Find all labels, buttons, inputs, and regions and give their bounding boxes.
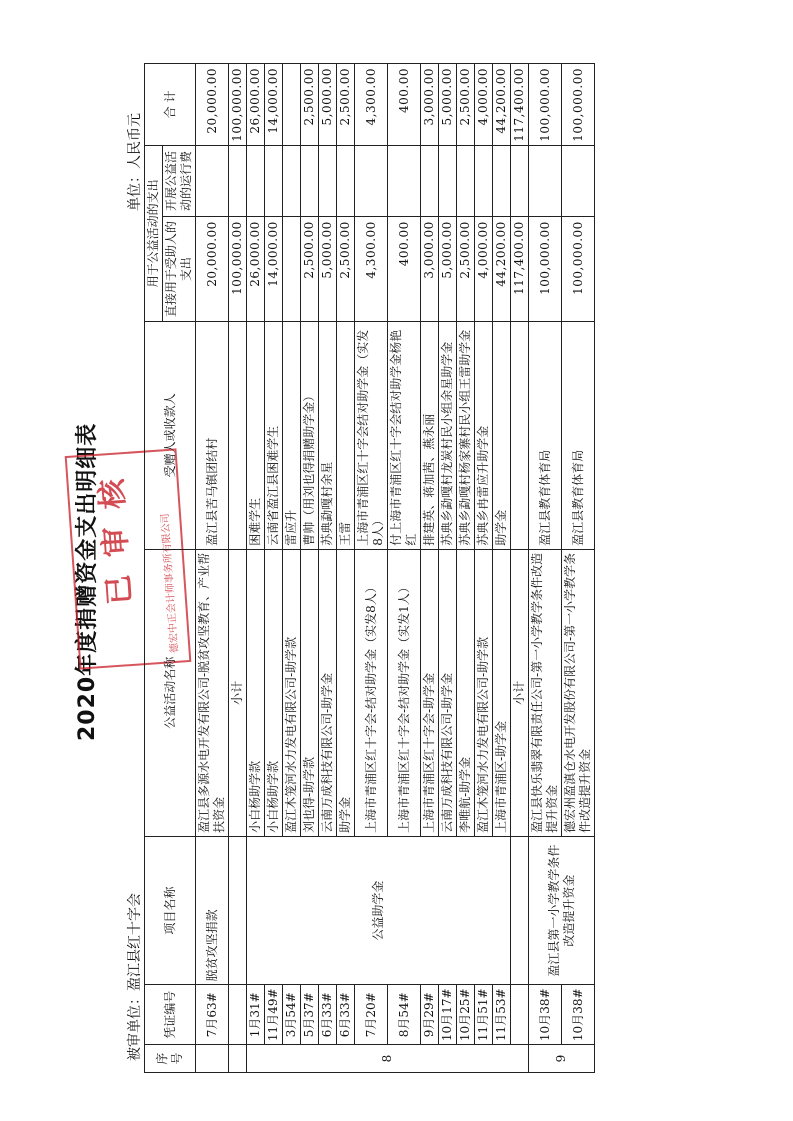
cell-direct: 2,500.00	[457, 217, 475, 322]
cell-direct: 400.00	[388, 217, 421, 322]
cell-activity: 小白杨助学款	[247, 549, 265, 836]
cell-recipient: 排建英、蒋加茜、燕永丽	[421, 321, 439, 549]
header-project: 项目名称	[145, 836, 196, 985]
cell-seq: 8	[247, 1045, 529, 1073]
cell-direct: 100,000.00	[529, 217, 562, 322]
cell-voucher: 3月54#	[283, 985, 301, 1045]
cell-activity: 上海市青浦区红十字会-助学金	[421, 549, 439, 836]
cell-operating	[196, 145, 229, 216]
cell-voucher: 6月33#	[337, 985, 355, 1045]
cell-activity: 盈江县多源水电开发有限公司-脱贫攻坚教育、产业帮扶资金	[196, 549, 229, 836]
cell-direct: 44,200.00	[493, 217, 511, 322]
cell-total: 400.00	[388, 64, 421, 146]
cell-direct: 2,500.00	[337, 217, 355, 322]
cell-total: 20,000.00	[196, 64, 229, 146]
cell-direct: 5,000.00	[439, 217, 457, 322]
cell-activity: 上海市青浦区红十字会-结对助学金（实发1人）	[388, 549, 421, 836]
subtotal-direct: 117,400.00	[511, 217, 529, 322]
cell-total: 3,000.00	[421, 64, 439, 146]
table-header-row	[145, 64, 163, 1073]
cell-activity: 李唯航-助学金	[457, 549, 475, 836]
cell-direct: 2,500.00	[301, 217, 319, 322]
stamp-text: 已审核	[93, 459, 139, 606]
cell-direct: 4,300.00	[355, 217, 388, 322]
cell-total: 2,500.00	[301, 64, 319, 146]
subtotal-total: 117,400.00	[511, 64, 529, 146]
cell-project: 公益助学金	[247, 836, 511, 985]
cell-direct: 100,000.00	[562, 217, 595, 322]
stamp-subtext: 德宏中正会计师事务所有限公司	[159, 512, 181, 654]
cell-voucher: 8月54#	[388, 985, 421, 1045]
cell-voucher: 6月33#	[319, 985, 337, 1045]
cell-total: 4,300.00	[355, 64, 388, 146]
cell-activity: 德宏州盈滇仓水电开发股份有限公司-第一小学教学条件改造提升资金	[562, 549, 595, 836]
cell-total: 100,000.00	[562, 64, 595, 146]
cell-activity: 刘也得-助学款	[301, 549, 319, 836]
subtotal-row	[229, 64, 247, 1073]
cell-recipient: 云南省盈江县困难学生	[265, 321, 283, 549]
cell-recipient: 雷应升	[283, 321, 301, 549]
cell-activity: 盈江木笼河水力发电有限公司-助学款	[283, 549, 301, 836]
header-direct-aid: 直接用于受助人的支出	[163, 217, 196, 322]
cell-voucher: 10月25#	[457, 985, 475, 1045]
cell-total: 2,500.00	[457, 64, 475, 146]
cell-recipient: 苏典乡勐嘎村杨家寨村民小组王雷助学金	[457, 321, 475, 549]
header-total: 合 计	[145, 64, 196, 146]
header-activity: 公益活动名称	[145, 549, 196, 836]
cell-recipient: 盈江县教育体育局	[562, 321, 595, 549]
cell-activity: 云南万成科技有限公司-助学金	[439, 549, 457, 836]
cell-voucher: 7月63#	[196, 985, 229, 1045]
subtotal-total: 100,000.00	[229, 64, 247, 146]
subtotal-direct: 100,000.00	[229, 217, 247, 322]
cell-recipient: 盈江县苦马镇团结村	[196, 321, 229, 549]
cell-seq	[196, 1045, 229, 1073]
header-voucher: 凭证编号	[145, 985, 196, 1045]
cell-voucher: 11月53#	[493, 985, 511, 1045]
header-recipient: 受赠人或收款人	[145, 321, 196, 549]
cell-seq: 9	[529, 1045, 595, 1073]
cell-direct: 5,000.00	[319, 217, 337, 322]
cell-total	[283, 64, 301, 146]
currency-unit-label: 单位：人民币元	[127, 113, 143, 211]
cell-total: 14,000.00	[265, 64, 283, 146]
cell-recipient: 助学金	[493, 321, 511, 549]
cell-direct: 14,000.00	[265, 217, 283, 322]
cell-activity: 小白杨助学款	[265, 549, 283, 836]
cell-direct	[283, 217, 301, 322]
table-row	[247, 64, 265, 1073]
cell-direct: 26,000.00	[247, 217, 265, 322]
cell-voucher: 7月20#	[355, 985, 388, 1045]
cell-total: 5,000.00	[319, 64, 337, 146]
cell-activity: 上海市青浦区红十字会-结对助学金（实发8人）	[355, 549, 388, 836]
cell-total: 26,000.00	[247, 64, 265, 146]
header-operating-cost: 开展公益活动的运行费	[163, 145, 196, 216]
cell-activity: 上海市青浦区-助学金	[493, 549, 511, 836]
header-seq: 序号	[145, 1045, 196, 1073]
subtotal-label: 小计	[511, 549, 529, 836]
cell-total: 5,000.00	[439, 64, 457, 146]
cell-recipient: 盈江县教育体育局	[529, 321, 562, 549]
cell-voucher: 10月38#	[562, 985, 595, 1045]
cell-recipient: 曹帅（用刘也得捐赠助学金）	[301, 321, 319, 549]
cell-voucher: 5月37#	[301, 985, 319, 1045]
cell-total: 44,200.00	[493, 64, 511, 146]
cell-direct: 3,000.00	[421, 217, 439, 322]
cell-project: 盈江县第一小学教学条件改造提升资金	[529, 836, 595, 985]
cell-recipient: 苏典乡勐嘎村龙炭村民小组余星助学金	[439, 321, 457, 549]
cell-voucher: 9月29#	[421, 985, 439, 1045]
cell-activity: 盈江木笼河水力发电有限公司-助学款	[475, 549, 493, 836]
audited-unit-label: 被审单位：盈江县红十字会	[127, 893, 143, 1061]
cell-voucher: 10月17#	[439, 985, 457, 1045]
cell-activity: 助学金	[337, 549, 355, 836]
cell-direct: 4,000.00	[475, 217, 493, 322]
cell-voucher: 11月49#	[265, 985, 283, 1045]
cell-project: 脱贫攻坚捐款	[196, 836, 229, 985]
table-row	[196, 64, 229, 1073]
cell-direct: 20,000.00	[196, 217, 229, 322]
cell-recipient: 付上海市青浦区红十字会结对助学金杨艳红	[388, 321, 421, 549]
subtotal-row	[511, 64, 529, 1073]
cell-recipient: 上海市青浦区红十字会结对助学金（实发8人）	[355, 321, 388, 549]
cell-recipient: 苏典勐嘎村余星	[319, 321, 337, 549]
table-row	[529, 64, 562, 1073]
header-public-expense: 用于公益活动的支出	[145, 145, 163, 321]
cell-total: 100,000.00	[529, 64, 562, 146]
document-title: 2020年度捐赠资金支出明细表	[75, 422, 100, 741]
cell-activity: 云南万成科技有限公司-助学金	[319, 549, 337, 836]
cell-total: 2,500.00	[337, 64, 355, 146]
cell-recipient: 苏典乡冉雷应升助学金	[475, 321, 493, 549]
donation-expense-table	[144, 63, 595, 1073]
cell-voucher: 10月38#	[529, 985, 562, 1045]
cell-activity: 盈江县快乐翡翠有限责任公司-第一小学教学条件改造提升资金	[529, 549, 562, 836]
subtotal-label: 小计	[229, 549, 247, 836]
cell-recipient: 困难学生	[247, 321, 265, 549]
cell-voucher: 1月31#	[247, 985, 265, 1045]
cell-voucher: 11月51#	[475, 985, 493, 1045]
cell-recipient: 王雷	[337, 321, 355, 549]
cell-total: 4,000.00	[475, 64, 493, 146]
